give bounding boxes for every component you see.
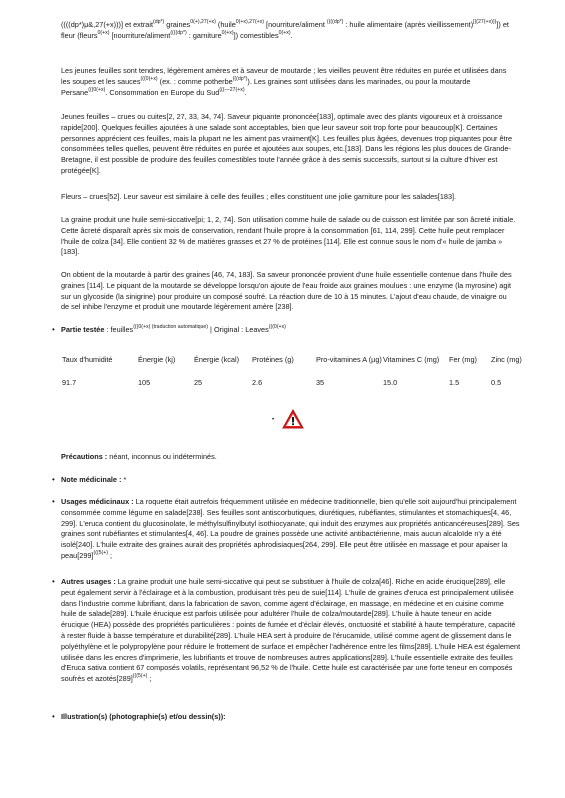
medicinal-note: Note médicinale : * <box>61 475 127 484</box>
intro-paragraph: ((((dp*)μ&,27(+x)))] et extrait$^{(dp*)}$ graines$^{0(+),27(+x)}$ (huile$^{0(+x),27(+x)}$ [nourriture/aliment $^{((((dp*)}$ : huile alimentaire (après vieillissement)$^{[((27(+x)))}$]) et fleur (fleurs$^{0(+x)}$ [nourriture/aliment$^{((((dp*)}$ : garniture$^{0(+x)}$]) comestibles$^{0(+x)}$. <box>61 19 509 40</box>
nutrition-value: 15.0 <box>383 378 398 387</box>
illustrations-heading: Illustration(s) (photographie(s) et/ou dessin(s)): <box>61 712 226 721</box>
warning-icon <box>282 409 304 429</box>
nutrition-header: Énergie (kj) <box>138 354 176 364</box>
paragraph-flowers: Fleurs – crues[52]. Leur saveur est similaire à celle des feuilles ; elles constituent une jolie garniture pour les salades[183]. <box>61 192 457 201</box>
bullet-icon: • <box>52 325 55 334</box>
medicinal-uses: Usages médicinaux : La roquette était autrefois fréquemment utilisée en médecine traditionnelle, bien qu'elle soit aujourd'hui principalement consommée comme légume en salade[238]. Ses feuilles sont antiscorbutiques, diurétiques, rubéfiantes, stimulantes et stomachiques[4, 46, 299]. L'eruca contient du glucosinolate, le méthylsulfinylbutyl isothiocyanate, qui induit des enzymes aux propriétés anticancéreuses[289]. Ses graines sont rubéfiantes et stimulantes[4, 46]. La poudre de graines possède une activité antibactérienne, mais aucun alcaloïde n'y a été isolé[240]. L'huile extraite des graines aurait des propriétés aphrodisiaques[264, 299]. Elle peut être utilisée en massage et pour apaiser la $peau[299]^{(((5(+)}$ ; <box>61 497 520 560</box>
paragraph-young-leaves: Les jeunes feuilles sont tendres, légèrement amères et à saveur de moutarde ; les vieilles peuvent être réduites en purée et utilisées dans les soupes et les sauces$^{(((0(+x)}$ (ex. : comme potherbe$^{(((dp*)}$). Les graines sont utilisées dans les marinades, ou pour la moutarde Persane$^{(((0(+x)}$. Consommation en Europe du Sud$^{(((—27(+x)}$. <box>61 66 507 97</box>
paragraph-leaves-detail: Jeunes feuilles – crues ou cuites[2, 27, 33, 34, 74]. Saveur piquante prononcée[183], optimale avec des plants vigoureux et à croissance rapide[200]. Quelques feuilles ajoutées à une salade sont acceptables, bien que leur saveur soit trop forte pour beaucoup[K]. Certaines personnes apprécient ces feuilles, mais la plupart ne les aiment pas vraiment[K]. Les feuilles plus âgées, devenues trop piquantes pour être consommées telles quelles, peuvent être réduites en purée et ajoutées aux soupes, etc.[183]. Dans les régions les plus douces de Grande-Bretagne, il est possible de produire des feuilles comestibles toute l'année grâce à des semis successifs, surtout si la culture d'hiver est protégée[K]. <box>61 112 513 175</box>
bullet-icon: • <box>52 497 55 506</box>
paragraph-seed-oil: La graine produit une huile semi-siccative[pi; 1, 2, 74]. Son utilisation comme huile de salade ou de cuisson est limitée par son âcreté initiale. Cette âcreté disparaît après six mois de conservation, rendant l'huile propre à la consommation [61, 114, 299]. Cette huile peut remplacer l'huile de colza [34]. Elle contient 32 % de matières grasses et 27 % de protéines [114]. Elle est connue sous le nom d'« huile de jamba » [183]. <box>61 215 516 257</box>
nutrition-header: Vitamines C (mg) <box>383 354 440 364</box>
bullet-icon: • <box>52 475 55 484</box>
nutrition-value: 91.7 <box>62 378 77 387</box>
nutrition-value: 0.5 <box>491 378 502 387</box>
nutrition-value: 105 <box>138 378 151 387</box>
other-uses: Autres usages : La graine produit une huile semi-siccative qui peut se substituer à l'huile de colza[46]. Riche en acide érucique[289], elle peut également servir à l'éclairage et à la combustion, produisant très peu de suie[114]. L'huile de graines d'eruca est principalement utilisée dans l'industrie comme lubrifiant, dans la fabrication de savon, comme agent d'éclairage, en massage, en médecine et en cuisine comme huile de salade[289]. L'huile érucique est parfois utilisée pour adultérer l'huile de colza/moutarde[289]. L'huile à haute teneur en acide érucique (HEA) possède des propriétés particulières : points de fumée et d'éclair élevés, onctuosité et stabilité à haute température, capacité à rester fluide à basse température et durabilité[289]. L'huile HEA sert à produire de l'érucamide, utilisé comme agent de glissement dans le polyéthylène et le polypropylène pour réduire le frottement de surface et empêcher l'adhérence entre les films[289]. L'huile HEA est également utilisée dans les encres d'imprimerie, les lubrifiants et trouve de nombreuses autres applications[289]. L'huile essentielle extraite des feuilles d'Eruca sativa contient 67 composés volatils, représentant 96,52 % de l'huile. Cette huile est caractérisée par une forte teneur en composés soufrés et $azotés[289]^{(((5(+)}$ ; <box>61 577 521 684</box>
bullet-icon: • <box>52 577 55 586</box>
nutrition-header: Énergie (kcal) <box>194 354 240 364</box>
nutrition-header: Pro-vitamines A (µg) <box>316 354 382 364</box>
paragraph-mustard: On obtient de la moutarde à partir des graines [46, 74, 183]. Sa saveur prononcée provient d'une huile essentielle contenue dans l'huile des graines [114]. Le piquant de la moutarde se développe lorsqu'on ajoute de l'eau froide aux graines moulues : une enzyme (la myrosine) agit sur un glycoside (la sinigrine) pour produire un composé soufré. La réaction dure de 10 à 15 minutes. L'ajout d'eau chaude, de vinaigre ou de sel inhibe l'enzyme et produit une moutarde légèrement amère [238]. <box>61 270 512 312</box>
precautions: Précautions : néant, inconnus ou indéterminés. <box>61 452 217 461</box>
nutrition-header: Taux d'humidité <box>62 354 113 364</box>
nutrition-header: Zinc (mg) <box>491 354 522 364</box>
nutrition-value: 1.5 <box>449 378 460 387</box>
nutrition-value: 35 <box>316 378 325 387</box>
bullet-icon: • <box>272 417 275 423</box>
nutrition-value: 2.6 <box>252 378 263 387</box>
bullet-icon: • <box>52 712 55 721</box>
nutrition-header: Fer (mg) <box>449 354 477 364</box>
partie-testee: Partie testée : feuilles$^{(((0(+x) (traduction automatique)}$ | Original : Leaves$^{(((0(+x)}$ <box>61 324 286 334</box>
nutrition-value: 25 <box>194 378 203 387</box>
nutrition-header: Protéines (g) <box>252 354 294 364</box>
